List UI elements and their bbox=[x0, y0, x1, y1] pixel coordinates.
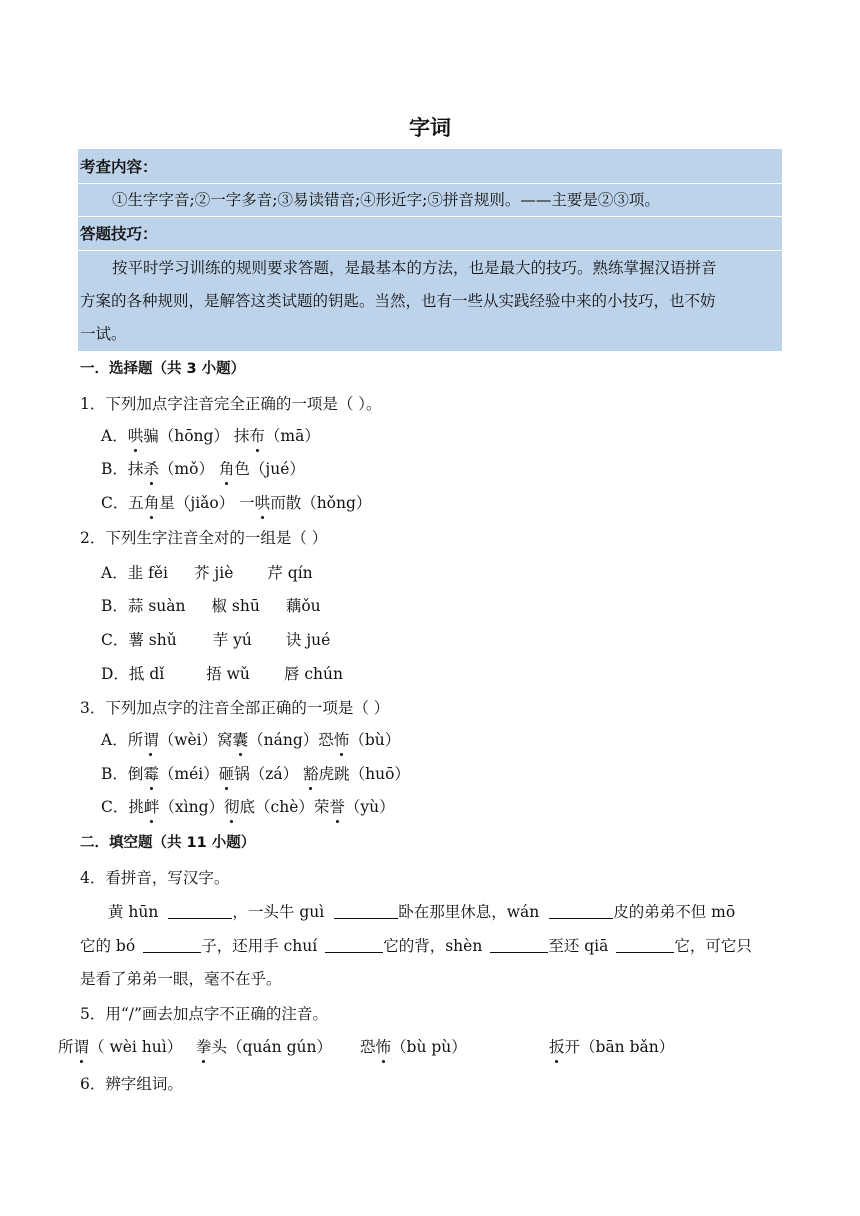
question-5-stem: 5．用“/”画去加点字不正确的注音。 bbox=[80, 1005, 328, 1023]
answer-blank[interactable] bbox=[616, 938, 674, 953]
info-divider bbox=[78, 216, 782, 217]
section-heading-choice: 一．选择题（共 3 小题） bbox=[80, 361, 246, 377]
question-3-option-b: B．倒霉（méi）砸锅（zá） 豁虎跳（huō） bbox=[101, 765, 410, 783]
info-heading-tips: 答题技巧： bbox=[80, 225, 158, 243]
question-2-option-d: D．抵 dǐ 捂 wǔ 唇 chún bbox=[101, 665, 343, 683]
info-divider bbox=[78, 183, 782, 184]
question-3-stem: 3．下列加点字的注音全部正确的一项是（ ） bbox=[80, 699, 390, 717]
question-5-item: 拳头（quán gún） bbox=[196, 1038, 332, 1056]
answer-blank[interactable] bbox=[490, 938, 548, 953]
info-box bbox=[78, 149, 782, 351]
answer-blank[interactable] bbox=[168, 904, 232, 919]
question-3-option-c: C．挑衅（xìng）彻底（chè）荣誉（yù） bbox=[101, 798, 395, 816]
question-1-stem: 1．下列加点字注音完全正确的一项是（ ）。 bbox=[80, 395, 382, 413]
question-5-item: 所谓（ wèi huì） bbox=[58, 1038, 183, 1056]
question-4-line: 它的 bó 子，还用手 chuí 它的背，shèn 至还 qiā 它，可它只 bbox=[80, 937, 752, 955]
question-1-option-a: A．哄骗（hōng） 抹布（mā） bbox=[101, 427, 320, 445]
question-4-stem: 4．看拼音，写汉字。 bbox=[80, 869, 230, 887]
section-heading-fill: 二．填空题（共 11 小题） bbox=[80, 835, 256, 851]
question-2-option-b: B．蒜 suàn 椒 shū 藕ǒu bbox=[101, 597, 321, 615]
question-5-item: 恐怖（bù pù） bbox=[360, 1038, 467, 1056]
question-2-option-a: A．韭 fěi 芥 jiè 芹 qín bbox=[101, 564, 313, 582]
answer-blank[interactable] bbox=[334, 904, 398, 919]
question-5-item: 扳开（bān bǎn） bbox=[549, 1038, 675, 1056]
question-4-line: 黄 hūn ，一头牛 guì 卧在那里休息，wán 皮的弟弟不但 mō bbox=[108, 903, 736, 921]
answer-blank[interactable] bbox=[325, 938, 383, 953]
question-2-option-c: C．薯 shǔ 芋 yú 诀 jué bbox=[101, 631, 331, 649]
answer-blank[interactable] bbox=[549, 904, 613, 919]
question-6-stem: 6．辨字组词。 bbox=[80, 1075, 183, 1093]
page-title: 字词 bbox=[409, 116, 451, 140]
info-tip-line: 一试。 bbox=[80, 325, 127, 343]
info-heading-content: 考查内容： bbox=[80, 158, 158, 176]
info-content-text: ①生字字音;②一字多音;③易读错音;④形近字;⑤拼音规则。——主要是②③项。 bbox=[112, 191, 660, 209]
info-tip-line: 方案的各种规则，是解答这类试题的钥匙。当然，也有一些从实践经验中来的小技巧，也不妨 bbox=[80, 292, 716, 310]
question-4-line: 是看了弟弟一眼，毫不在乎。 bbox=[80, 970, 282, 988]
question-3-option-a: A．所谓（wèi）窝囊（náng）恐怖（bù） bbox=[101, 731, 401, 749]
question-1-option-c: C．五角星（jiǎo） 一哄而散（hǒng） bbox=[101, 494, 372, 512]
question-1-option-b: B．抹杀（mǒ） 角色（jué） bbox=[101, 460, 305, 478]
info-tip-line: 按平时学习训练的规则要求答题，是最基本的方法，也是最大的技巧。熟练掌握汉语拼音 bbox=[112, 259, 717, 277]
question-2-stem: 2．下列生字注音全对的一组是（ ） bbox=[80, 529, 328, 547]
answer-blank[interactable] bbox=[143, 938, 201, 953]
info-divider bbox=[78, 250, 782, 251]
